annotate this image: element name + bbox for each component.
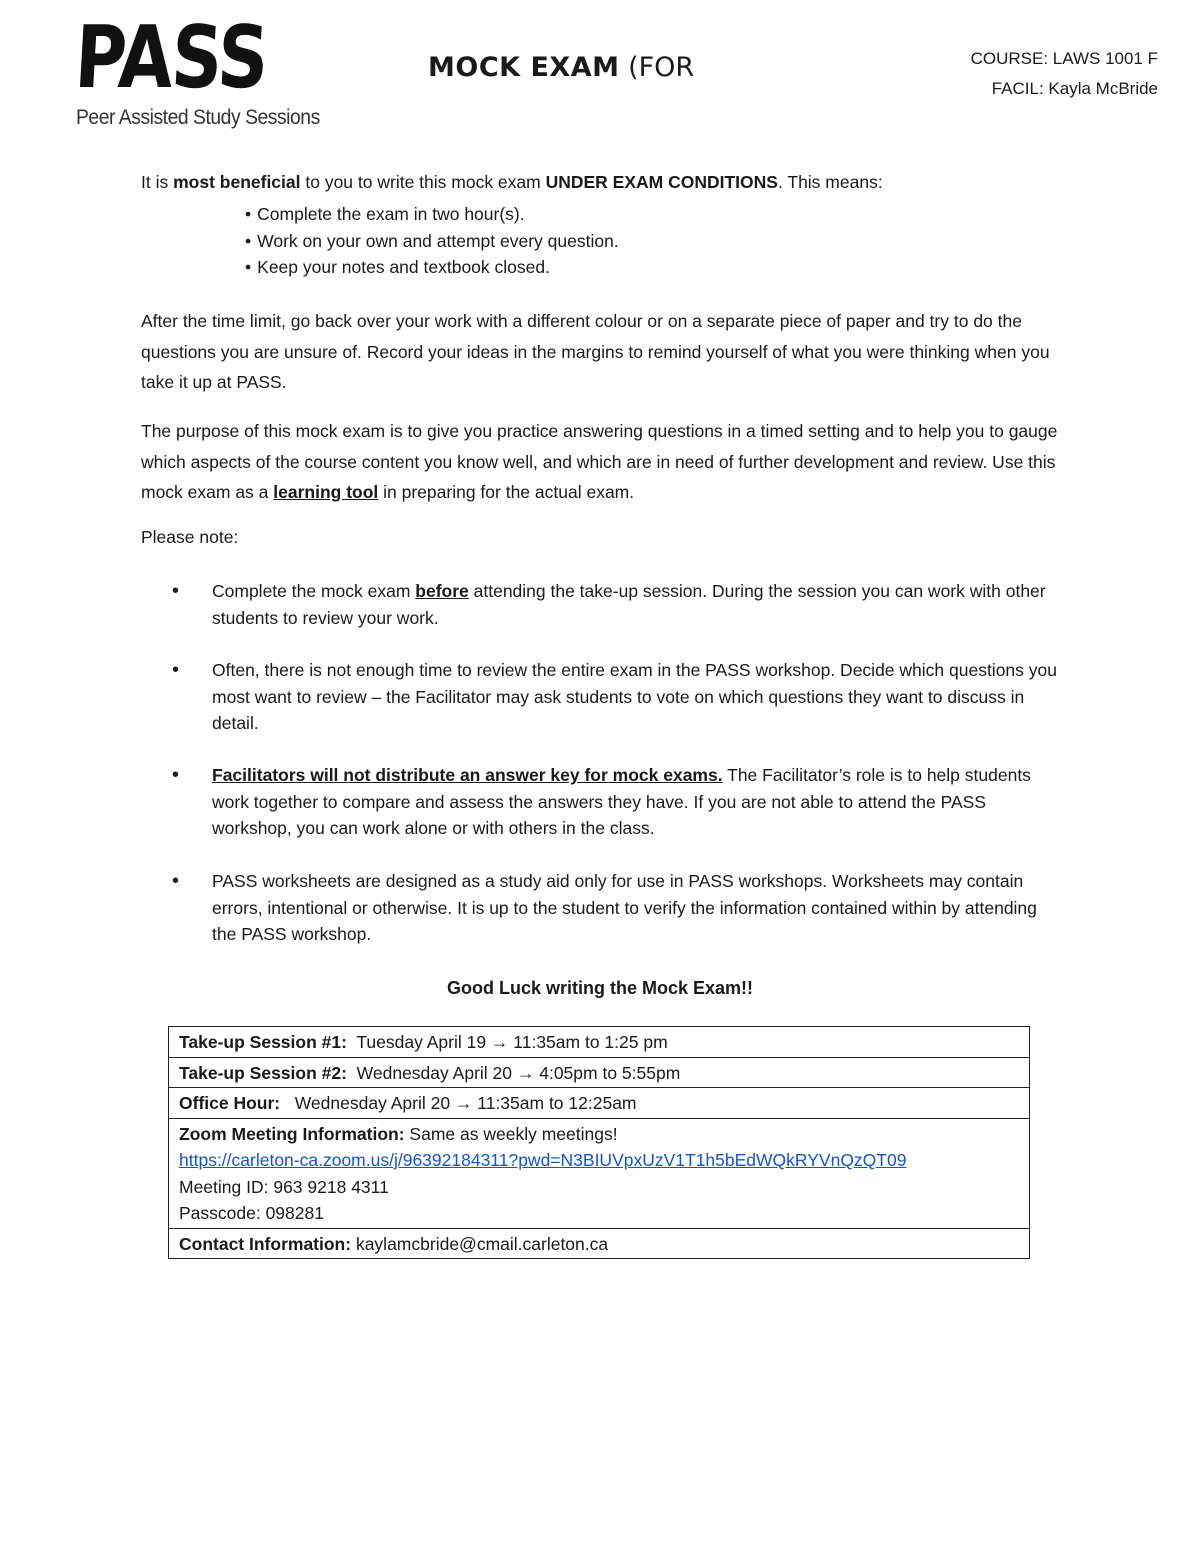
- note-3-emphasis: Facilitators will not distribute an answer key for mock exams.: [212, 765, 723, 785]
- bullet-icon: •: [172, 659, 180, 681]
- intro-bold-2: UNDER EXAM CONDITIONS: [545, 172, 778, 192]
- note-list-2: [172, 657, 1062, 737]
- passcode: Passcode: 098281: [179, 1203, 324, 1223]
- note-2-text: Often, there is not enough time to review the entire exam in the PASS workshop. Decide which questions you most want to review – the Facilitator may ask students to vote on which questions they want to discuss in detail.: [212, 660, 1057, 733]
- zoom-label: Zoom Meeting Information:: [179, 1123, 405, 1144]
- note-1-text-b: attending the take-up session. During the session you can work with other students to review your work.: [212, 581, 1046, 628]
- note-3-text: The Facilitator’s role is to help students work together to compare and assess the answers they have. If you are not able to attend the PASS workshop, you can work alone or with others in the class.: [212, 765, 1031, 838]
- list-item: [172, 578, 1062, 631]
- course-info: [971, 44, 1158, 104]
- list-item: [172, 868, 1062, 948]
- bullet-icon: •: [172, 764, 180, 786]
- session-2-value: Wednesday April 20 → 4:05pm to 5:55pm: [356, 1062, 681, 1083]
- purpose-paragraph: [141, 416, 1071, 508]
- bullet-icon: •: [172, 580, 180, 602]
- office-hour-label: Office Hour:: [179, 1093, 281, 1113]
- list-item: • Complete the exam in two hour(s).: [245, 201, 619, 228]
- table-row: [169, 1118, 1030, 1228]
- session-1-cell: [169, 1027, 1030, 1058]
- bullet-icon: •: [172, 870, 180, 892]
- pass-logo: [72, 8, 320, 134]
- logo-subtitle: Peer Assisted Study Sessions: [76, 106, 320, 129]
- table-row: [169, 1088, 1030, 1119]
- session-2-label: Take-up Session #2:: [179, 1062, 347, 1083]
- page-title: [428, 52, 694, 83]
- list-item: [172, 657, 1062, 737]
- contact-email: kaylamcbride@cmail.carleton.ca: [355, 1233, 609, 1254]
- logo-word: PASS: [72, 8, 270, 108]
- course-code: COURSE: LAWS 1001 F: [970, 49, 1158, 68]
- table-row: [169, 1228, 1030, 1259]
- session-1-value: Tuesday April 19 → 11:35am to 1:25 pm: [356, 1032, 668, 1052]
- session-1-label: Take-up Session #1:: [179, 1032, 347, 1052]
- table-row: [169, 1057, 1030, 1088]
- note-1-text-a: Complete the mock exam: [212, 581, 416, 601]
- title-rest: (FOR: [619, 52, 695, 83]
- intro-text-3: . This means:: [777, 172, 883, 192]
- intro-text-1: It is: [141, 172, 174, 192]
- intro-line: [141, 172, 883, 193]
- intro-bold-1: most beneficial: [173, 172, 301, 192]
- zoom-link[interactable]: https://carleton-ca.zoom.us/j/96392184311?pwd=N3BIUVpxUzV1T1h5bEdWQkRYVnQzQT09: [179, 1150, 907, 1170]
- note-list-3: [172, 762, 1062, 842]
- office-hour-value: Wednesday April 20 → 11:35am to 12:25am: [294, 1093, 637, 1113]
- list-item: • Work on your own and attempt every question.: [245, 228, 619, 255]
- contact-cell: [169, 1228, 1030, 1259]
- zoom-cell: [169, 1118, 1030, 1228]
- zoom-value: Same as weekly meetings!: [409, 1123, 618, 1144]
- purpose-text-2: in preparing for the actual exam.: [378, 482, 635, 502]
- contact-label: Contact Information:: [179, 1233, 352, 1254]
- exam-conditions-list: [245, 201, 619, 281]
- time-limit-paragraph: After the time limit, go back over your work with a different colour or on a separate piece of paper and try to do the questions you are unsure of. Record your ideas in the margins to remind yourself of what you were thinking when you take it up at PASS.: [141, 311, 1050, 392]
- purpose-text-1: The purpose of this mock exam is to give you practice answering questions in a timed setting and to help you to gauge which aspects of the course content you know well, and which are in need of further development and review. Use this mock exam as a: [141, 421, 1058, 502]
- table-row: [169, 1027, 1030, 1058]
- please-note-heading: Please note:: [141, 527, 239, 547]
- learning-tool-emphasis: learning tool: [273, 482, 379, 502]
- meeting-id: Meeting ID: 963 9218 4311: [179, 1176, 389, 1197]
- list-item: [172, 762, 1062, 842]
- session-info-table: [168, 1026, 1030, 1259]
- note-list-1: [172, 578, 1062, 631]
- office-hour-cell: [169, 1088, 1030, 1119]
- intro-text-2: to you to write this mock exam: [300, 172, 546, 192]
- note-4-text: PASS worksheets are designed as a study aid only for use in PASS workshops. Worksheets may contain errors, intentional or otherwise. It is up to the student to verify the information contained within by attending the PASS workshop.: [212, 871, 1037, 944]
- good-luck-heading: Good Luck writing the Mock Exam!!: [446, 978, 754, 998]
- facilitator-name: FACIL: Kayla McBride: [991, 79, 1158, 98]
- list-item: • Keep your notes and textbook closed.: [245, 254, 619, 281]
- title-bold: MOCK EXAM: [428, 52, 620, 83]
- note-list-4: [172, 868, 1062, 948]
- session-2-cell: [169, 1057, 1030, 1088]
- note-1-emphasis: before: [415, 581, 469, 601]
